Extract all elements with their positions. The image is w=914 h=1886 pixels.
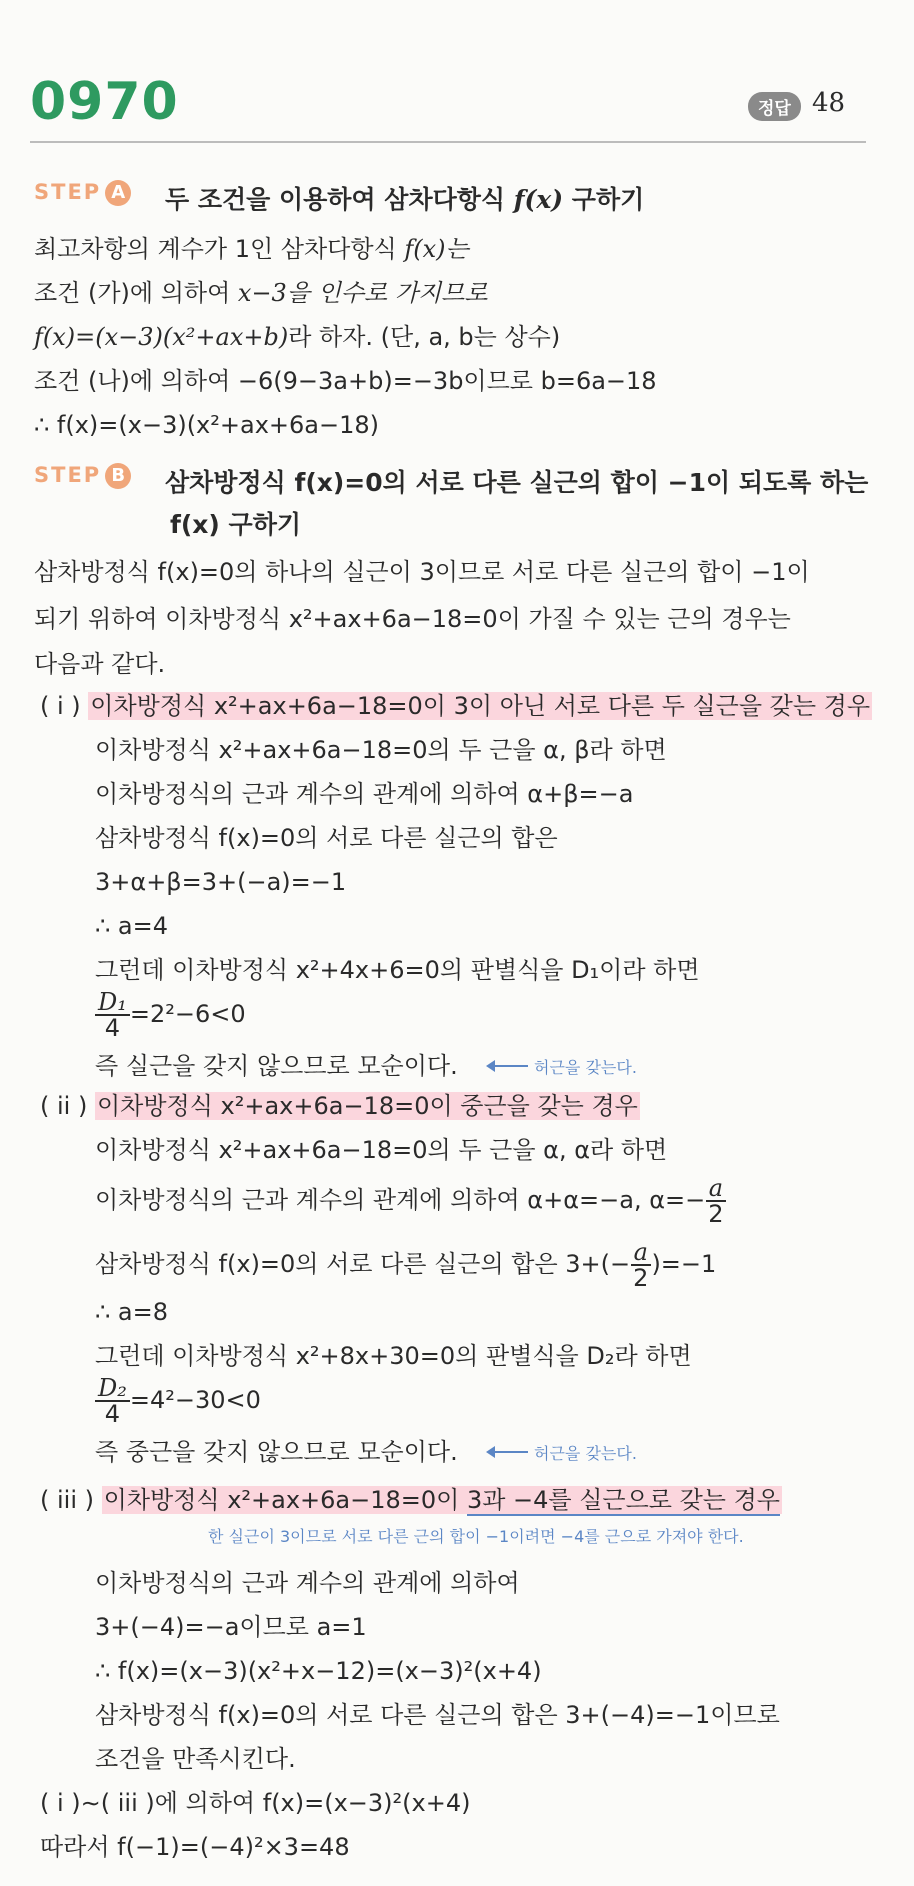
- step-a-line-5: ∴ f(x)=(x−3)(x²+ax+6a−18): [34, 411, 379, 439]
- case-2-line-2: 이차방정식의 근과 계수의 관계에 의하여 α+α=−a, α=− $\frac{a}{2}$: [95, 1176, 727, 1226]
- case-3-line-3: ∴ f(x)=(x−3)(x²+x−12)=(x−3)²(x+4): [95, 1657, 542, 1685]
- case-1-heading: ( i ) 이차방정식 x²+ax+6a−18=0이 3이 아닌 서로 다른 두 실근을 갖는 경우: [40, 692, 871, 720]
- step-a-line-3: f(x)=(x−3)(x²+ax+b)라 하자. (단, a, b는 상수): [34, 323, 561, 351]
- step-a-line-2: 조건 (가)에 의하여 x−3을 인수로 가지므로: [34, 279, 488, 307]
- case-2-line-5: 그런데 이차방정식 x²+8x+30=0의 판별식을 D₂라 하면: [95, 1342, 692, 1370]
- header-divider: [30, 141, 866, 143]
- case-2-discriminant: $\frac{\text{D₂}}{4}$ =4²−30<0: [95, 1376, 261, 1426]
- case-2-note: 허근을 갖는다.: [534, 1444, 637, 1463]
- problem-number: 0970: [30, 72, 179, 132]
- case-1-line-5: ∴ a=4: [95, 912, 168, 940]
- case-2-note-arrow: [492, 1451, 528, 1453]
- case-2-line-4: ∴ a=8: [95, 1298, 168, 1326]
- case-1-line-1: 이차방정식 x²+ax+6a−18=0의 두 근을 α, β라 하면: [95, 736, 667, 764]
- step-a-line-1: 최고차항의 계수가 1인 삼차다항식 f(x)는: [34, 235, 469, 263]
- step-b-intro-1: 삼차방정식 f(x)=0의 하나의 실근이 3이므로 서로 다른 실근의 합이 −1이: [34, 558, 810, 586]
- case-3-heading: ( iii ) 이차방정식 x²+ax+6a−18=0이 3과 −4를 실근으로 갖는 경우: [40, 1486, 780, 1514]
- case-3-line-1: 이차방정식의 근과 계수의 관계에 의하여: [95, 1569, 520, 1597]
- step-b-title-2: f(x) 구하기: [170, 510, 302, 539]
- step-a-title: 두 조건을 이용하여 삼차다항식 f(x) 구하기: [165, 185, 645, 214]
- step-a-label: STEP A: [34, 180, 131, 206]
- step-b-intro-2: 되기 위하여 이차방정식 x²+ax+6a−18=0이 가질 수 있는 근의 경우는: [34, 605, 791, 633]
- case-2-conclusion: 즉 중근을 갖지 않으므로 모순이다.: [95, 1438, 458, 1466]
- case-1-conclusion: 즉 실근을 갖지 않으므로 모순이다.: [95, 1052, 458, 1080]
- case-1-note-arrow: [492, 1065, 528, 1067]
- step-b-intro-3: 다음과 같다.: [34, 650, 166, 678]
- step-b-title-1: 삼차방정식 f(x)=0의 서로 다른 실근의 합이 −1이 되도록 하는: [165, 468, 869, 497]
- case-1-discriminant: $\frac{\text{D₁}}{4}$ =2²−6<0: [95, 990, 246, 1040]
- final-line-1: ( i )∼( iii )에 의하여 f(x)=(x−3)²(x+4): [40, 1789, 471, 1817]
- case-2-line-3: 삼차방정식 f(x)=0의 서로 다른 실근의 합은 3+(− $\frac{a}{2}$ )=−1: [95, 1238, 717, 1292]
- case-1-line-6: 그런데 이차방정식 x²+4x+6=0의 판별식을 D₁이라 하면: [95, 956, 700, 984]
- case-1-note: 허근을 갖는다.: [534, 1058, 637, 1077]
- case-1-line-2: 이차방정식의 근과 계수의 관계에 의하여 α+β=−a: [95, 780, 634, 808]
- case-3-note: 한 실근이 3이므로 서로 다른 근의 합이 −1이려면 −4를 근으로 가져야 한다.: [208, 1527, 744, 1546]
- final-line-2: 따라서 f(−1)=(−4)²×3=48: [40, 1833, 350, 1861]
- case-3-line-2: 3+(−4)=−a이므로 a=1: [95, 1613, 367, 1641]
- case-3-line-5: 조건을 만족시킨다.: [95, 1745, 296, 1773]
- answer-badge: 정답: [748, 92, 801, 121]
- case-1-line-3: 삼차방정식 f(x)=0의 서로 다른 실근의 합은: [95, 824, 558, 852]
- case-3-line-4: 삼차방정식 f(x)=0의 서로 다른 실근의 합은 3+(−4)=−1이므로: [95, 1701, 780, 1729]
- step-b-label: STEP B: [34, 463, 131, 489]
- case-2-line-1: 이차방정식 x²+ax+6a−18=0의 두 근을 α, α라 하면: [95, 1136, 668, 1164]
- case-1-line-4: 3+α+β=3+(−a)=−1: [95, 868, 347, 896]
- case-2-heading: ( ii ) 이차방정식 x²+ax+6a−18=0이 중근을 갖는 경우: [40, 1092, 638, 1120]
- step-a-line-4: 조건 (나)에 의하여 −6(9−3a+b)=−3b이므로 b=6a−18: [34, 367, 657, 395]
- answer-value: 48: [812, 88, 846, 118]
